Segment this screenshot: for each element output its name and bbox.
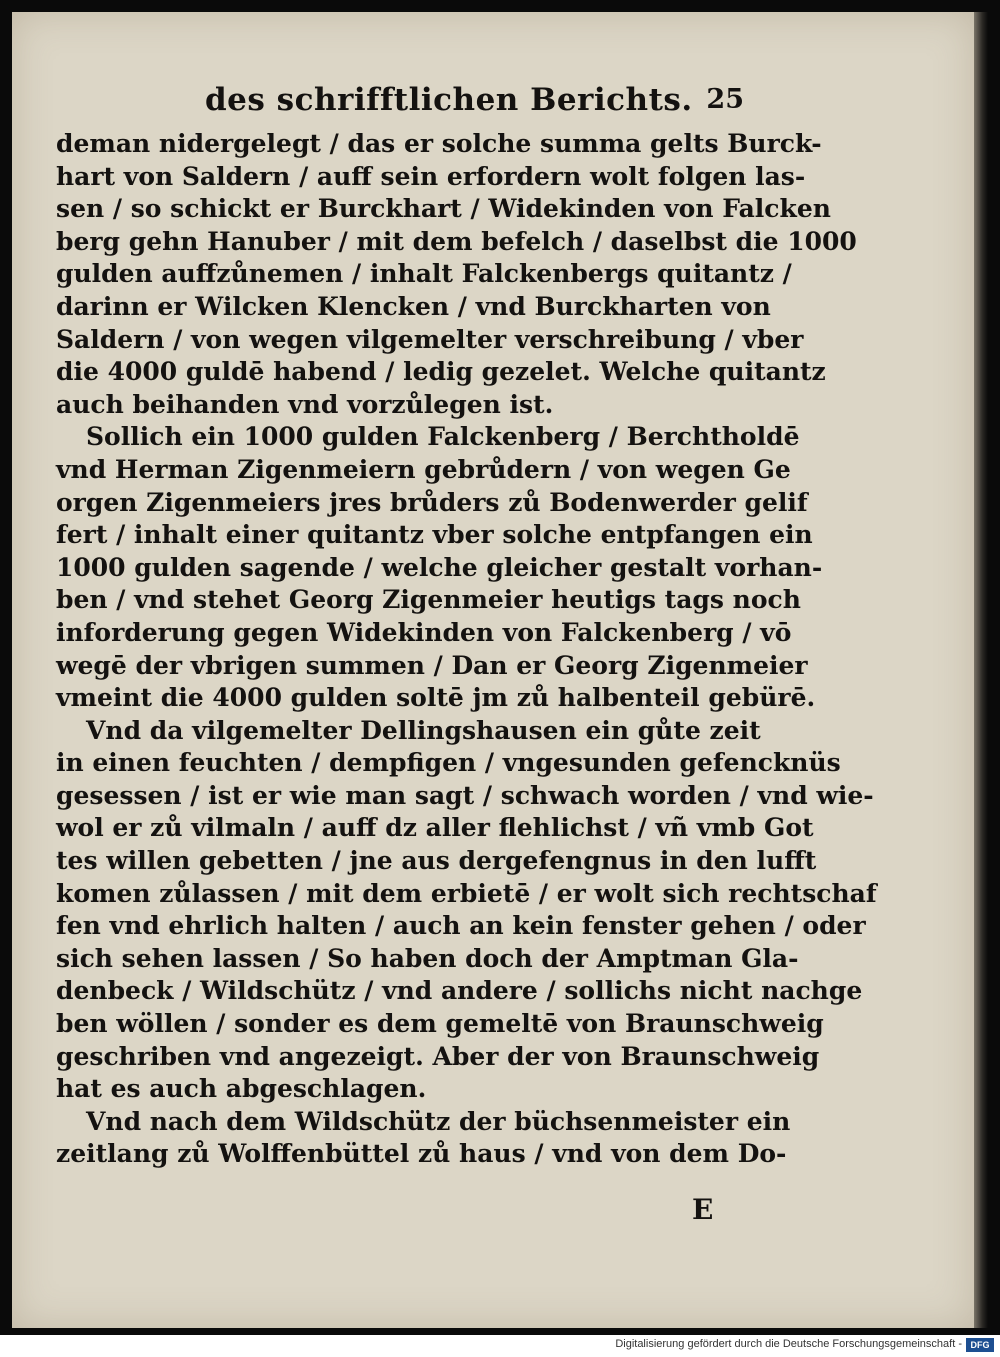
- text-line: in einen feuchten / dempfigen / vngesunden gefencknüs: [56, 748, 841, 778]
- body-text: [56, 128, 877, 1171]
- page-number: 25: [706, 84, 744, 115]
- text-line: gesessen / ist er wie man sagt / schwach worden / vnd wie-: [56, 780, 874, 810]
- catchword: E: [692, 1193, 714, 1226]
- text-line: deman nidergelegt / das er solche summa gelts Burck-: [56, 129, 822, 158]
- text-line: fen vnd ehrlich halten / auch an kein fenster gehen / oder: [56, 911, 866, 941]
- dfg-logo-icon: DFG: [966, 1338, 994, 1352]
- text-line: wegē der vbrigen summen / Dan er Georg Zigenmeier: [56, 650, 808, 680]
- text-line: hart von Saldern / auff sein erfordern wolt folgen las-: [56, 161, 806, 191]
- text-line: inforderung gegen Widekinden von Falckenberg / vō: [56, 617, 792, 647]
- text-line: geschriben vnd angezeigt. Aber der von Braunschweig: [56, 1041, 820, 1071]
- text-line: ben / vnd stehet Georg Zigenmeier heutigs tags noch: [56, 585, 801, 615]
- text-line: gulden auffzůnemen / inhalt Falckenbergs quitantz /: [56, 259, 792, 289]
- text-line: komen zůlassen / mit dem erbietē / er wolt sich rechtschaf: [56, 878, 877, 908]
- text-line: Saldern / von wegen vilgemelter verschreibung / vber: [56, 324, 804, 354]
- running-head: des schrifftlichen Berichts.: [205, 82, 693, 118]
- text-line: orgen Zigenmeiers jres brůders zů Bodenwerder gelif: [56, 487, 808, 517]
- text-line: sen / so schickt er Burckhart / Widekinden von Falcken: [56, 194, 831, 224]
- text-line: denbeck / Wildschütz / vnd andere / sollichs nicht nachge: [56, 976, 863, 1006]
- text-line: darinn er Wilcken Klencken / vnd Burckharten von: [56, 291, 771, 321]
- text-line: 1000 gulden sagende / welche gleicher gestalt vorhan-: [56, 552, 823, 582]
- paragraph-start-line: Sollich ein 1000 gulden Falckenberg / Berchtholdē: [86, 422, 800, 452]
- text-line: zeitlang zů Wolffenbüttel zů haus / vnd von dem Do-: [56, 1139, 787, 1169]
- text-line: wol er zů vilmaln / auff dz aller flehlichst / vñ vmb Got: [56, 813, 814, 843]
- text-line: hat es auch abgeschlagen.: [56, 1074, 427, 1104]
- paragraph-start-line: Vnd nach dem Wildschütz der büchsenmeister ein: [86, 1106, 791, 1136]
- page-header: [205, 82, 750, 122]
- text-line: vmeint die 4000 gulden soltē jm zů halbenteil gebürē.: [56, 683, 816, 713]
- paragraph-start-line: Vnd da vilgemelter Dellingshausen ein gůte zeit: [86, 715, 761, 745]
- footer-bar: [0, 1335, 1000, 1357]
- text-line: tes willen gebetten / jne aus dergefengnus in den lufft: [56, 846, 817, 876]
- text-line: sich sehen lassen / So haben doch der Amptman Gla-: [56, 943, 799, 973]
- page-edge-shadow: [974, 12, 988, 1328]
- text-line: auch beihanden vnd vorzůlegen ist.: [56, 389, 554, 419]
- text-line: ben wöllen / sonder es dem gemeltē von Braunschweig: [56, 1009, 824, 1039]
- text-line: vnd Herman Zigenmeiern gebrůdern / von wegen Ge: [56, 454, 791, 484]
- text-line: fert / inhalt einer quitantz vber solche entpfangen ein: [56, 520, 813, 550]
- text-line: die 4000 guldē habend / ledig gezelet. Welche quitantz: [56, 357, 826, 387]
- funding-credit: Digitalisierung gefördert durch die Deutsche Forschungsgemeinschaft -: [615, 1338, 962, 1350]
- text-line: berg gehn Hanuber / mit dem befelch / daselbst die 1000: [56, 226, 857, 256]
